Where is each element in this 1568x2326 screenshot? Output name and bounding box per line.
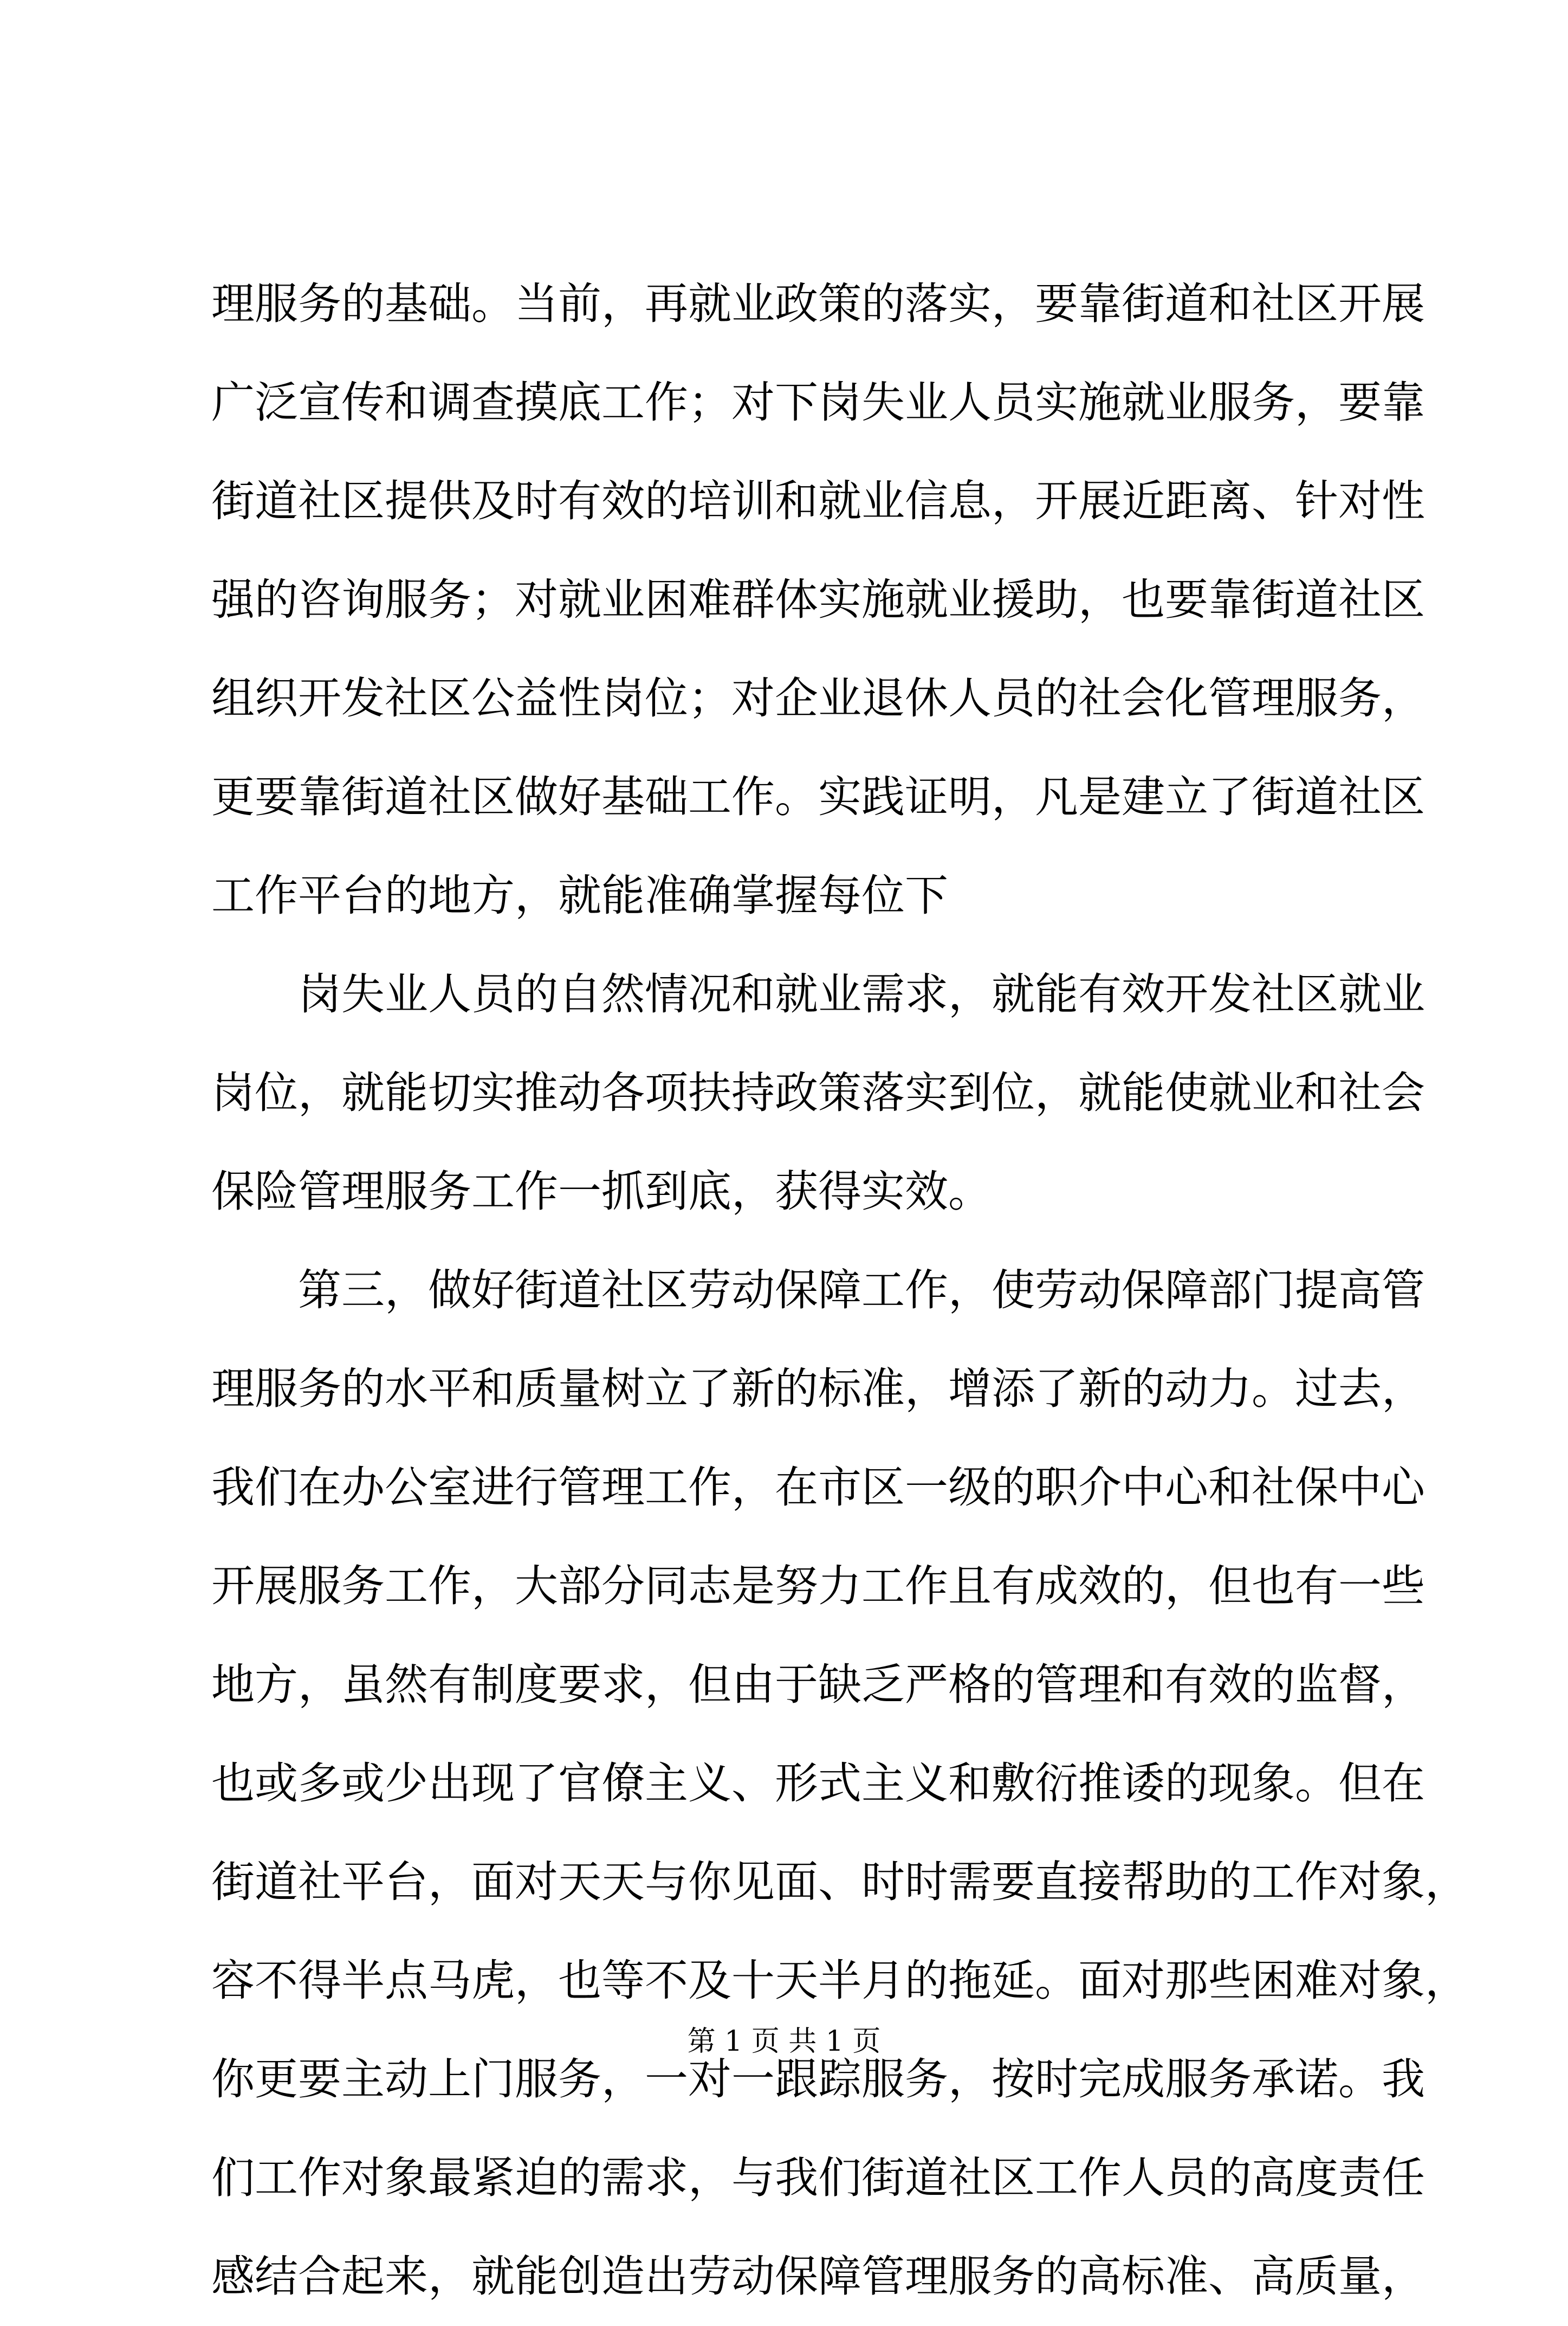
text-line: 感结合起来，就能创造出劳动保障管理服务的高标准、高质量， [211, 2251, 1425, 2302]
text-line: 第三，做好街道社区劳动保障工作，使劳动保障部门提高管 [298, 1265, 1425, 1315]
page-number-label: 第 1 页 共 1 页 [687, 2025, 881, 2058]
text-line: 我们在办公室进行管理工作，在市区一级的职介中心和社保中心 [211, 1462, 1425, 1513]
text-line: 地方，虽然有制度要求，但由于缺乏严格的管理和有效的监督， [211, 1659, 1425, 1710]
page-footer [0, 2023, 1568, 2060]
text-line: 广泛宣传和调查摸底工作；对下岗失业人员实施就业服务，要靠 [211, 377, 1425, 428]
text-line: 你更要主动上门服务，一对一跟踪服务，按时完成服务承诺。我 [211, 2054, 1425, 2104]
paragraph-1 [211, 255, 1425, 945]
text-line: 工作平台的地方，就能准确掌握每位下 [211, 870, 948, 921]
text-line: 更要靠街道社区做好基础工作。实践证明，凡是建立了街道社区 [211, 772, 1425, 822]
text-line: 理服务的水平和质量树立了新的标准，增添了新的动力。过去， [211, 1364, 1425, 1414]
text-line: 组织开发社区公益性岗位；对企业退休人员的社会化管理服务， [211, 673, 1425, 723]
text-line: 也或多或少出现了官僚主义、形式主义和敷衍推诿的现象。但在 [211, 1758, 1425, 1808]
paragraph-3 [211, 1241, 1468, 2326]
text-line: 保险管理服务工作一抓到底，获得实效。 [211, 1166, 992, 1217]
text-line: 岗位，就能切实推动各项扶持政策落实到位，就能使就业和社会 [211, 1068, 1425, 1118]
document-body [211, 255, 1468, 2326]
text-line: 强的咨询服务；对就业困难群体实施就业援助，也要靠街道社区 [211, 574, 1425, 625]
text-line: 们工作对象最紧迫的需求，与我们街道社区工作人员的高度责任 [211, 2153, 1425, 2203]
text-line: 容不得半点马虎，也等不及十天半月的拖延。面对那些困难对象， [211, 1955, 1468, 2006]
text-line: 街道社平台，面对天天与你见面、时时需要直接帮助的工作对象， [211, 1857, 1468, 1907]
text-line: 岗失业人员的自然情况和就业需求，就能有效开发社区就业 [298, 969, 1425, 1019]
text-line: 开展服务工作，大部分同志是努力工作且有成效的，但也有一些 [211, 1561, 1425, 1611]
text-line: 理服务的基础。当前，再就业政策的落实，要靠街道和社区开展 [211, 279, 1425, 329]
paragraph-2 [211, 945, 1425, 1241]
text-line: 街道社区提供及时有效的培训和就业信息，开展近距离、针对性 [211, 476, 1425, 526]
